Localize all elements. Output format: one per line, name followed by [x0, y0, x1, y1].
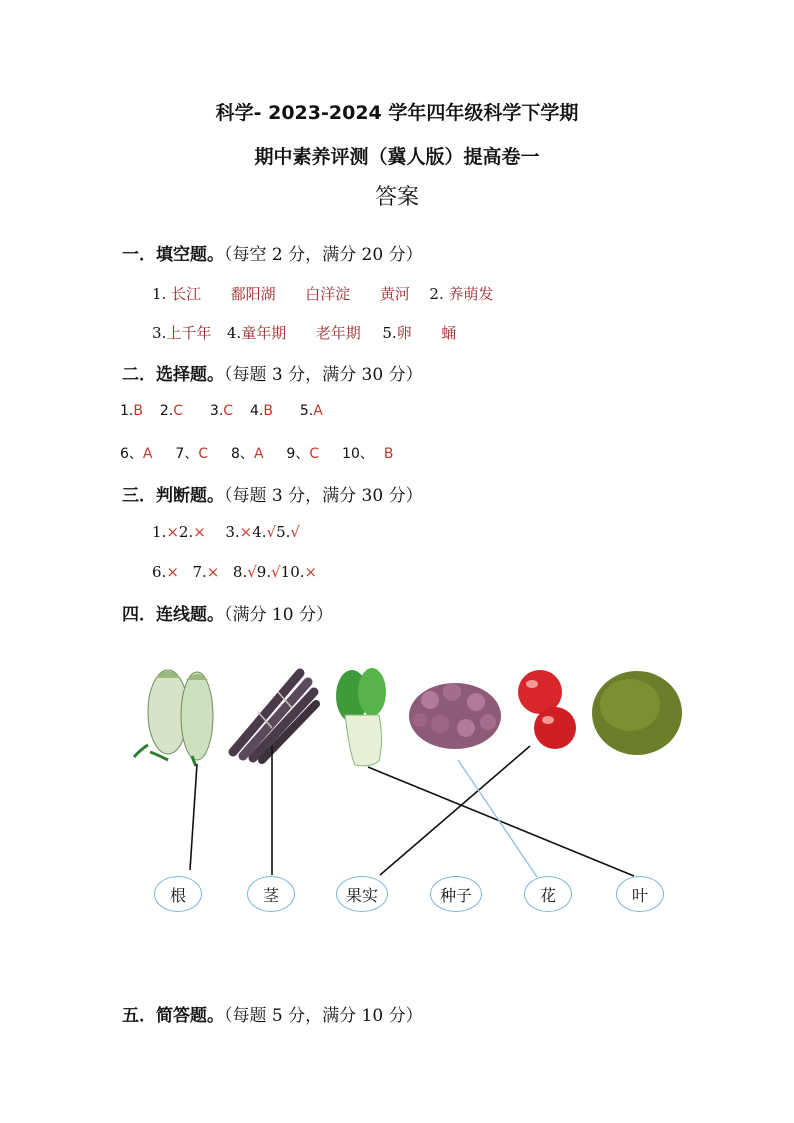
s2-r1-ans-4: B — [263, 403, 273, 419]
section-2-score: （每题 3 分，满分 30 分） — [224, 365, 423, 385]
s2-r1-num-3: 3. — [209, 403, 224, 419]
s3-r1-num-5: 5. — [276, 523, 291, 541]
s1-r2-num-1: 3. — [152, 324, 167, 342]
s3-r1-num-2: 2. — [178, 523, 194, 541]
s3-r1-ans-1: × — [166, 523, 179, 541]
s3-r1-num-1: 1. — [152, 523, 167, 541]
answer-subtitle: 答案 — [374, 185, 419, 210]
sugarcane-image — [233, 673, 316, 760]
s2-r2-ans-2: C — [198, 446, 209, 462]
section-3-score: （每题 3 分，满分 30 分） — [224, 486, 423, 506]
s3-r2-num-3: 8. — [232, 563, 248, 581]
s3-r2-ans-3: √ — [247, 563, 257, 581]
apples-image — [518, 670, 576, 749]
s2-r1-num-4: 4. — [249, 403, 264, 419]
s2-r2-ans-4: C — [309, 446, 320, 462]
bokchoy-image — [336, 668, 386, 766]
s1-r1-num-5: 2. — [429, 285, 444, 303]
s2-r2-ans-5: B — [383, 446, 394, 462]
section-5-score: （每题 5 分，满分 10 分） — [224, 1006, 423, 1026]
match-line-apple-fruit — [380, 746, 530, 875]
s3-r1-num-3: 3. — [225, 523, 240, 541]
s1-r2-num-2: 4. — [226, 324, 242, 342]
s2-r2-ans-1: A — [142, 446, 153, 462]
s3-r2-ans-4: √ — [271, 563, 281, 581]
s2-r2-num-2: 7、 — [175, 446, 199, 462]
s2-r2-num-5: 10、 — [342, 446, 374, 462]
s2-r2-num-1: 6、 — [120, 446, 143, 462]
match-line-bokchoy-leaf — [368, 767, 634, 876]
s1-r1-ans-2: 鄱阳湖 — [230, 285, 276, 303]
s2-r2-num-3: 8、 — [231, 446, 254, 462]
s1-r1-ans-3: 白洋淀 — [305, 285, 351, 303]
s2-r1-ans-3: C — [223, 403, 234, 419]
label-leaf: 叶 — [616, 876, 664, 912]
s3-r2-ans-5: × — [304, 563, 318, 581]
s2-r1-num-1: 1. — [120, 403, 134, 419]
s1-r1-ans-5: 养萌发 — [448, 285, 494, 303]
s1-r2-num-4: 5. — [382, 324, 397, 342]
title-line-2: 期中素养评测（冀人版）提高卷一 — [254, 146, 540, 168]
section-5-heading — [122, 1001, 423, 1026]
s2-r1-ans-5: A — [313, 403, 323, 419]
s3-r1-ans-5: √ — [290, 523, 300, 541]
s3-r1-num-4: 4. — [252, 523, 267, 541]
section-1-title: 一．填空题。 — [122, 245, 224, 265]
s2-r2-ans-3: A — [253, 446, 264, 462]
label-root: 根 — [154, 876, 202, 912]
s1-r1-ans-1: 长江 — [171, 285, 202, 303]
s3-r1-ans-2: × — [193, 523, 206, 541]
title-line-1: 科学- 2023-2024 学年四年级科学下学期 — [215, 102, 579, 124]
s2-r1-num-5: 5. — [299, 403, 314, 419]
s1-r1-num-1: 1. — [152, 285, 167, 303]
mung-beans-image — [592, 671, 682, 755]
label-seed: 种子 — [430, 876, 482, 912]
s3-r2-num-2: 7. — [192, 563, 207, 581]
s1-r2-ans-2: 童年期 — [241, 324, 287, 342]
s3-r2-num-5: 10. — [280, 563, 305, 581]
label-fruit: 果实 — [336, 876, 388, 912]
s1-r2-ans-4: 卵 — [396, 324, 412, 342]
label-flower: 花 — [524, 876, 572, 912]
section-1-score: （每空 2 分，满分 20 分） — [224, 245, 423, 265]
s2-r1-num-2: 2. — [159, 403, 174, 419]
section-3-title: 三．判断题。 — [122, 486, 224, 506]
s3-r1-ans-4: √ — [266, 523, 277, 541]
label-stem: 茎 — [247, 876, 295, 912]
section-4-title: 四．连线题。 — [122, 605, 224, 625]
rose-buds-image — [409, 683, 501, 749]
s3-r2-num-1: 6. — [152, 563, 167, 581]
s1-r2-ans-5: 蛹 — [441, 324, 457, 342]
s1-r2-ans-3: 老年期 — [315, 324, 361, 342]
s1-r1-ans-4: 黄河 — [379, 285, 410, 303]
s2-r1-ans-2: C — [173, 403, 184, 419]
section-5-title: 五．简答题。 — [122, 1006, 224, 1026]
s3-r1-ans-3: × — [239, 523, 253, 541]
section-2-title: 二．选择题。 — [122, 365, 224, 385]
s3-r2-ans-1: × — [166, 563, 179, 581]
s1-r2-ans-1: 上千年 — [166, 324, 212, 342]
s2-r2-num-4: 9、 — [286, 446, 310, 462]
s3-r2-num-4: 9. — [256, 563, 272, 581]
match-line-rose-flower — [458, 760, 537, 877]
radish-image — [134, 670, 213, 766]
s3-r2-ans-2: × — [206, 563, 220, 581]
s2-r1-ans-1: B — [133, 403, 143, 419]
section-4-score: （满分 10 分） — [224, 605, 333, 625]
match-line-radish-root — [190, 764, 197, 870]
